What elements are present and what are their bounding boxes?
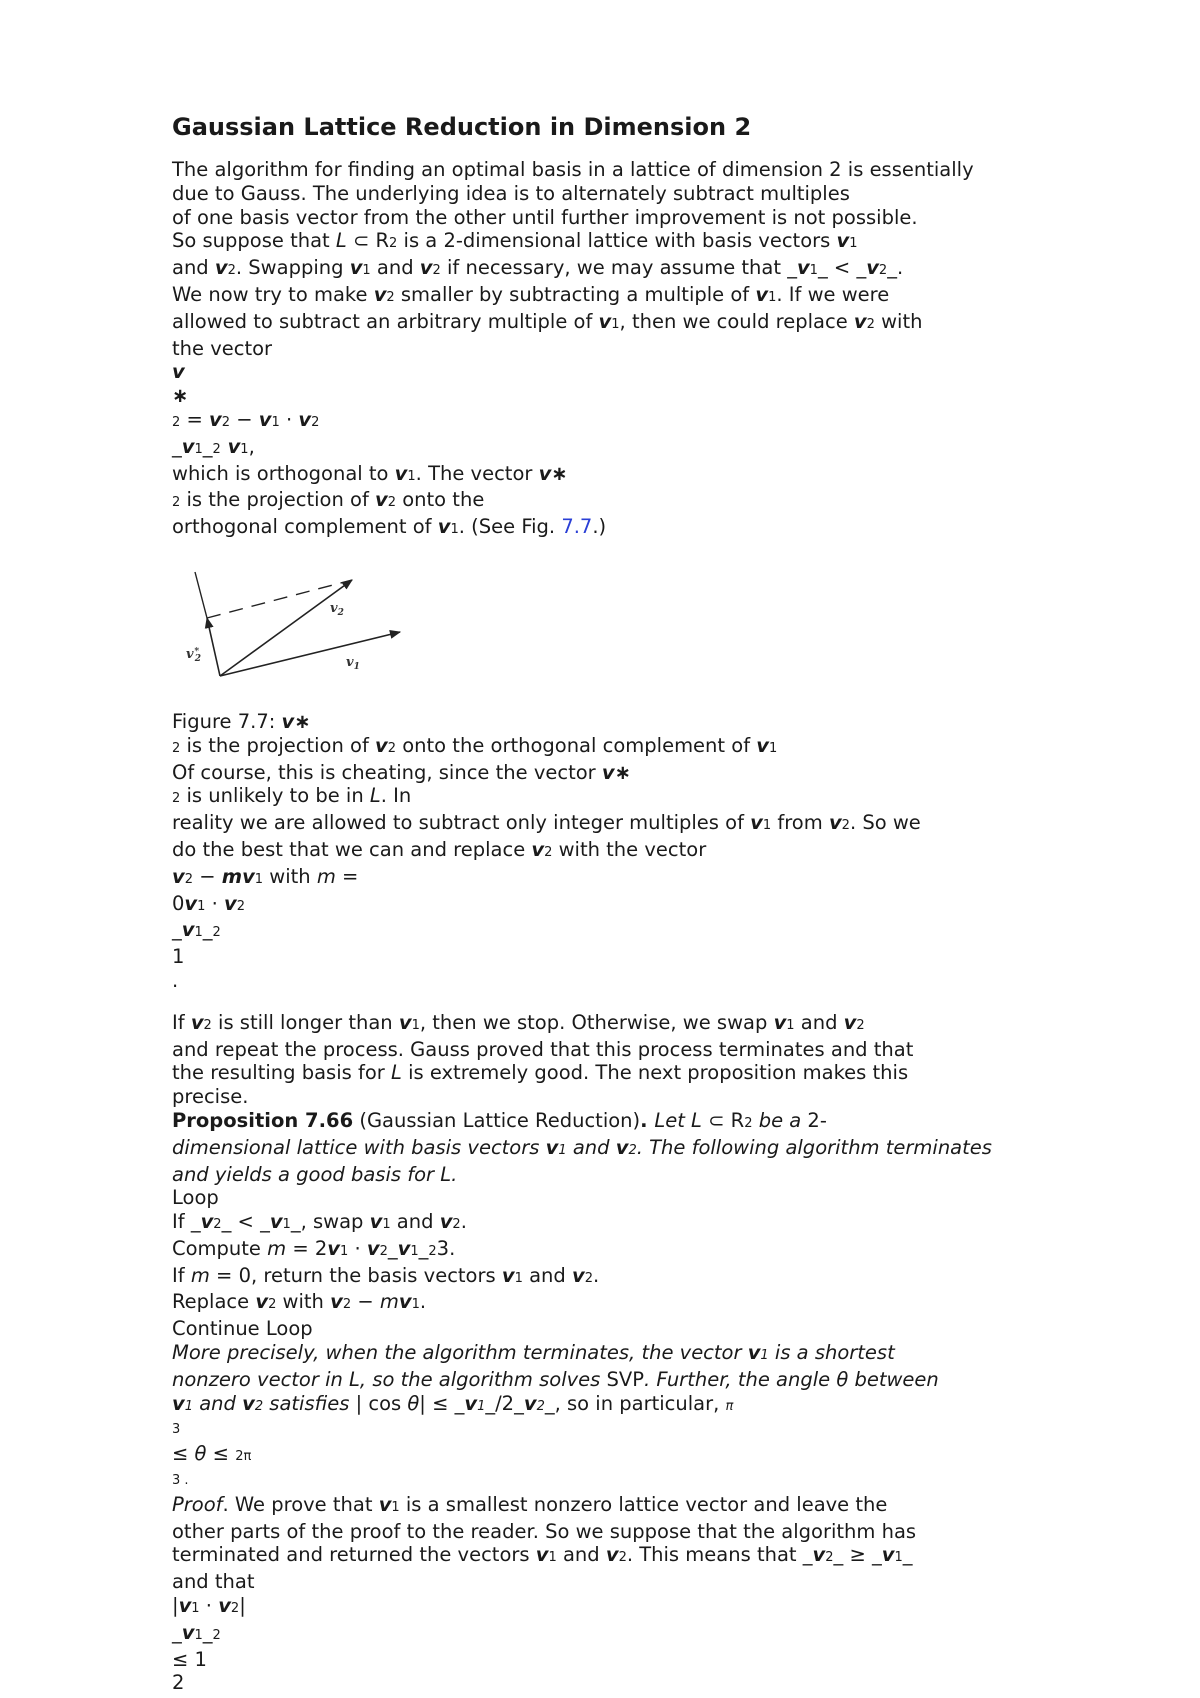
- equation-line: 2 = v2 − v1 · v2: [172, 407, 320, 431]
- label-v1: $v_1$: [346, 654, 360, 672]
- text-line: the vector: [172, 336, 273, 360]
- text-line: and repeat the process. Gauss proved that this process terminates and that: [172, 1037, 914, 1061]
- equation-line: .: [172, 968, 179, 992]
- text-line: If v2 is still longer than v1, then we stop. Otherwise, we swap v1 and v2: [172, 1010, 865, 1034]
- equation-line: v2 − mv1 with m =: [172, 864, 359, 888]
- text-line: reality we are allowed to subtract only integer multiples of v1 from v2. So we: [172, 811, 921, 835]
- v2-arrow: [220, 580, 352, 676]
- proposition-line: dimensional lattice with basis vectors v1 and v2. The following algorithm terminates: [172, 1135, 992, 1159]
- text-line: do the best that we can and replace v2 with the vector: [172, 837, 707, 861]
- text-line: and v2. Swapping v1 and v2 if necessary, we may assume that _v1_ < _v2_.: [172, 256, 904, 280]
- label-v2-star: v∗ 2: [186, 644, 202, 664]
- text-line: v1 and v2 satisfies | cos θ| ≤ _v1_/2_v2_, so in particular, π: [172, 1391, 734, 1415]
- text-line: orthogonal complement of v1. (See Fig. 7.7.): [172, 515, 607, 539]
- text-line: nonzero vector in L, so the algorithm solves SVP. Further, the angle θ between: [172, 1367, 939, 1391]
- text-line: Of course, this is cheating, since the vector v∗: [172, 760, 631, 784]
- equation-line: _v1_2: [172, 1620, 221, 1644]
- algorithm-line: If m = 0, return the basis vectors v1 and v2.: [172, 1263, 600, 1287]
- algorithm-line: Compute m = 2v1 · v2_v1_23.: [172, 1236, 456, 1260]
- equation-line: ≤ 1: [172, 1647, 207, 1671]
- algorithm-line: If _v2_ < _v1_, swap v1 and v2.: [172, 1210, 467, 1234]
- algorithm-line: Replace v2 with v2 − mv1.: [172, 1290, 427, 1314]
- page-title: Gaussian Lattice Reduction in Dimension 2: [172, 113, 752, 141]
- text-line: 2 is the projection of v2 onto the: [172, 488, 485, 512]
- text-line: allowed to subtract an arbitrary multiple of v1, then we could replace v2 with: [172, 309, 923, 333]
- text-line: More precisely, when the algorithm terminates, the vector v1 is a shortest: [172, 1341, 895, 1365]
- equation-line: 0v1 · v2: [172, 891, 246, 915]
- equation-line: 1: [172, 945, 185, 969]
- text-line: precise.: [172, 1085, 249, 1109]
- figure-caption: Figure 7.7: v∗: [172, 709, 311, 733]
- equation-line: ≤ θ ≤ 2π: [172, 1442, 252, 1466]
- label-v2: $v_2$: [330, 600, 344, 618]
- text-line: We now try to make v2 smaller by subtracting a multiple of v1. If we were: [172, 282, 890, 306]
- equation-line: 3 .: [172, 1473, 189, 1489]
- algorithm-line: Loop: [172, 1186, 219, 1210]
- text-line: other parts of the proof to the reader. So we suppose that the algorithm has: [172, 1519, 917, 1543]
- figure-link[interactable]: 7.7: [561, 515, 593, 539]
- v2-star-arrow: [207, 618, 220, 676]
- text-line: The algorithm for finding an optimal basis in a lattice of dimension 2 is essentially: [172, 158, 974, 181]
- equation-line: _v1_2 v1,: [172, 434, 255, 458]
- text-line: due to Gauss. The underlying idea is to alternately subtract multiples: [172, 181, 850, 205]
- equation-line: ∗: [172, 384, 189, 408]
- equation-line: 3: [172, 1422, 181, 1438]
- text-line: the resulting basis for L is extremely good. The next proposition makes this: [172, 1061, 909, 1085]
- figure-projection-diagram: [182, 558, 412, 686]
- text-line: of one basis vector from the other until further improvement is not possible.: [172, 205, 918, 229]
- text-line: which is orthogonal to v1. The vector v∗: [172, 461, 568, 485]
- equation-line: |v1 · v2|: [172, 1594, 246, 1618]
- text-line: Proof. We prove that v1 is a smallest nonzero lattice vector and leave the: [172, 1492, 888, 1516]
- text-line: 2 is unlikely to be in L. In: [172, 784, 412, 808]
- equation-line: 2: [172, 1671, 185, 1695]
- perpendicular-line: [195, 572, 207, 618]
- document-page: [172, 110, 1072, 1695]
- v1-arrow: [220, 632, 400, 676]
- equation-line: _v1_2: [172, 918, 221, 942]
- equation-line: v: [172, 360, 185, 384]
- text-line: So suppose that L ⊂ R2 is a 2-dimensional lattice with basis vectors v1: [172, 229, 858, 253]
- figure-caption: 2 is the projection of v2 onto the orthogonal complement of v1: [172, 733, 778, 757]
- text-line: terminated and returned the vectors v1 and v2. This means that _v2_ ≥ _v1_: [172, 1543, 913, 1567]
- algorithm-line: Continue Loop: [172, 1317, 313, 1341]
- text-line: and that: [172, 1570, 255, 1594]
- proposition-line: and yields a good basis for L.: [172, 1162, 458, 1186]
- proposition-line: Proposition 7.66 (Gaussian Lattice Reduction). Let L ⊂ R2 be a 2-: [172, 1108, 827, 1132]
